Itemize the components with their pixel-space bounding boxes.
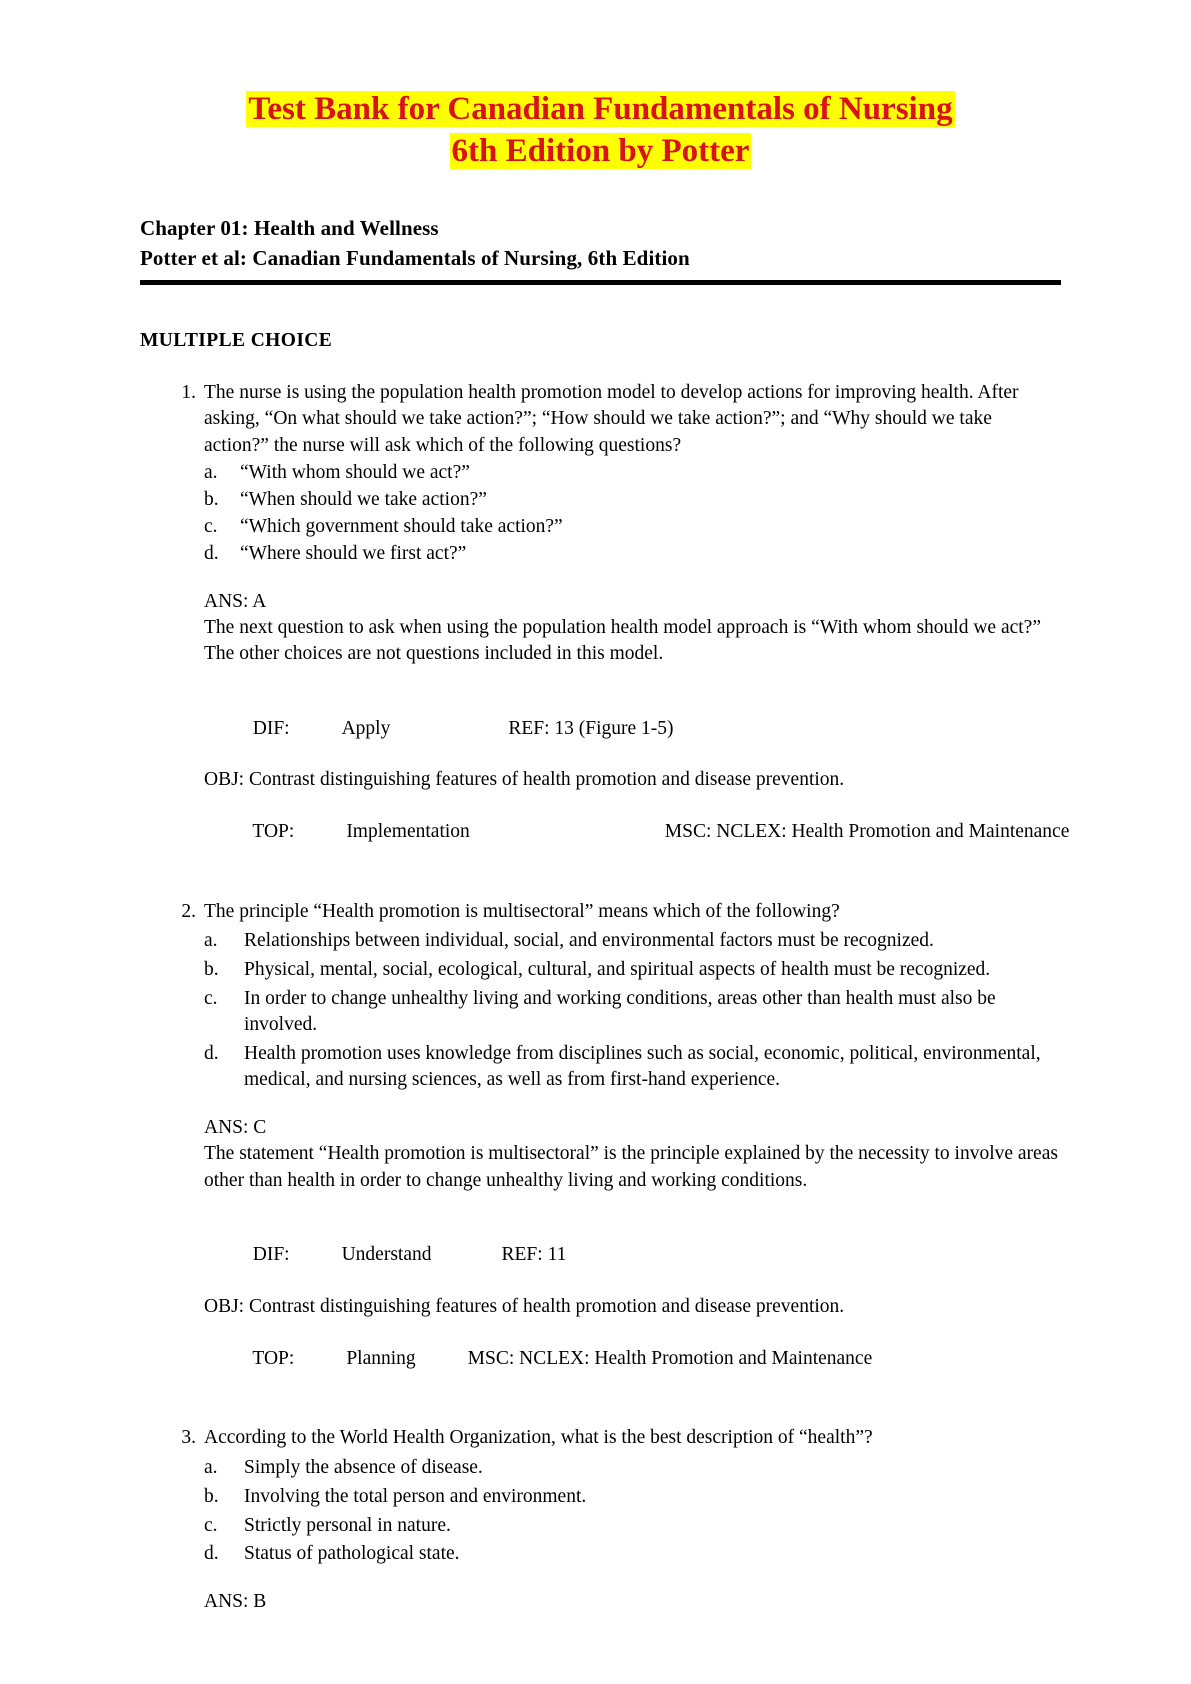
option-a-text: Relationships between individual, social, and environmental factors must be recognized.: [244, 930, 934, 952]
option-d-label: d.: [204, 1543, 219, 1565]
question-metadata: [204, 1216, 1061, 1397]
ref-label: REF:: [501, 1243, 543, 1265]
option-a-text: Simply the absence of disease.: [244, 1456, 483, 1478]
option-c[interactable]: [204, 986, 1061, 1038]
option-d-text: Health promotion uses knowledge from disciplines such as social, economic, political, environmental, medical, and nursing sciences, as well as from first-hand experience.: [244, 1043, 1041, 1091]
question-list: [140, 380, 1070, 1616]
obj-label: OBJ:: [204, 769, 245, 791]
chapter-heading-line-1: Chapter 01: Health and Wellness: [140, 216, 439, 241]
question-number: 3.: [181, 1427, 196, 1449]
meta-top-msc: [204, 793, 1070, 871]
meta-obj: [204, 1294, 1061, 1320]
option-b-label: b.: [204, 1485, 219, 1507]
answer-block: [204, 589, 1061, 668]
answer-key: ANS: C: [204, 1116, 267, 1138]
chapter-heading: [140, 214, 1061, 274]
answer-explanation: The statement “Health promotion is multisectoral” is the principle explained by the necessity to involve areas other than health in order to change unhealthy living and working conditions.: [204, 1143, 1058, 1191]
option-b-text: “When should we take action?”: [240, 488, 487, 510]
option-list: [204, 928, 1061, 1093]
option-c-text: Strictly personal in nature.: [244, 1514, 451, 1536]
ref-value: 11: [547, 1243, 567, 1265]
horizontal-rule: [140, 280, 1061, 285]
option-d[interactable]: [204, 541, 1061, 567]
question-item: [140, 899, 1061, 1397]
option-c-label: c.: [204, 1514, 218, 1536]
option-list: [204, 460, 1061, 567]
option-b[interactable]: [204, 1484, 1061, 1510]
option-c-text: “Which government should take action?”: [240, 515, 563, 537]
option-d-text: “Where should we first act?”: [240, 542, 467, 564]
answer-explanation: The next question to ask when using the population health model approach is “With whom should we act?” The other choices are not questions included in this model.: [204, 617, 1041, 665]
option-b-text: Involving the total person and environment.: [244, 1485, 587, 1507]
option-a[interactable]: [204, 928, 1061, 954]
option-a-text: “With whom should we act?”: [240, 462, 470, 484]
option-a-label: a.: [204, 1456, 218, 1478]
option-a-label: a.: [204, 930, 218, 952]
question-stem: [204, 1425, 1061, 1451]
msc-value: NCLEX: Health Promotion and Maintenance: [716, 821, 1070, 843]
msc-value: NCLEX: Health Promotion and Maintenance: [519, 1347, 873, 1369]
top-value: Planning: [346, 1347, 416, 1369]
top-label: TOP:: [252, 821, 295, 843]
question-number: 2.: [181, 901, 196, 923]
option-b-label: b.: [204, 959, 219, 981]
option-b-label: b.: [204, 488, 219, 510]
option-a[interactable]: [204, 460, 1061, 486]
meta-dif-ref: [204, 690, 1061, 768]
msc-label: MSC:: [664, 821, 712, 843]
ref-value: 13 (Figure 1-5): [554, 717, 674, 739]
top-value: Implementation: [346, 821, 470, 843]
ref-label: REF:: [508, 717, 550, 739]
option-d[interactable]: [204, 1041, 1061, 1093]
page-title: [140, 88, 1061, 172]
answer-key: ANS: A: [204, 590, 267, 612]
meta-obj: [204, 767, 1061, 793]
obj-value: Contrast distinguishing features of health promotion and disease prevention.: [248, 1295, 845, 1317]
option-b-text: Physical, mental, social, ecological, cultural, and spiritual aspects of health must be recognized.: [244, 959, 991, 981]
option-d-label: d.: [204, 1043, 219, 1065]
question-stem: The principle “Health promotion is multisectoral” means which of the following?: [204, 901, 840, 923]
top-label: TOP:: [252, 1347, 295, 1369]
option-a[interactable]: [204, 1455, 1061, 1481]
question-metadata: [204, 690, 1070, 871]
option-d-text: Status of pathological state.: [244, 1543, 460, 1565]
meta-top-msc: [204, 1320, 1061, 1398]
meta-dif-ref: [204, 1216, 1061, 1294]
question-item: [140, 380, 1070, 871]
option-c-text: In order to change unhealthy living and working conditions, areas other than health must also be involved.: [244, 988, 996, 1036]
page-title-line-1: Test Bank for Canadian Fundamentals of Nursing: [248, 91, 953, 127]
obj-label: OBJ:: [204, 1295, 245, 1317]
question-item: [140, 1425, 1061, 1615]
option-b[interactable]: [204, 957, 1061, 983]
option-c-label: c.: [204, 988, 218, 1010]
question-stem-highlight: According to the World Health Organization, what is the best description of “health”?: [204, 1427, 873, 1449]
answer-key: ANS: B: [204, 1591, 267, 1613]
dif-label: DIF:: [252, 717, 290, 739]
dif-value: Understand: [341, 1243, 432, 1265]
option-c[interactable]: [204, 1513, 1061, 1539]
question-number: 1.: [181, 382, 196, 404]
answer-block: [204, 1589, 1061, 1615]
option-b[interactable]: [204, 487, 1061, 513]
dif-label: DIF:: [252, 1243, 290, 1265]
answer-block: [204, 1115, 1061, 1194]
msc-label: MSC:: [467, 1347, 515, 1369]
page-title-line-2: 6th Edition by Potter: [451, 133, 750, 170]
question-stem: The nurse is using the population health promotion model to develop actions for improving health. After asking, “On what should we take action?”; “How should we take action?”; and “Why should we take action?” the nurse will ask which of the following questions?: [204, 382, 1019, 456]
option-c[interactable]: [204, 514, 1061, 540]
dif-value: Apply: [341, 717, 391, 739]
option-a-label: a.: [204, 462, 218, 484]
obj-value: Contrast distinguishing features of health promotion and disease prevention.: [248, 769, 845, 791]
option-c-label: c.: [204, 515, 218, 537]
section-label: MULTIPLE CHOICE: [140, 330, 333, 352]
option-d[interactable]: [204, 1541, 1061, 1567]
chapter-heading-line-2: Potter et al: Canadian Fundamentals of Nursing, 6th Edition: [140, 246, 690, 271]
option-list: [204, 1455, 1061, 1568]
option-d-label: d.: [204, 542, 219, 564]
